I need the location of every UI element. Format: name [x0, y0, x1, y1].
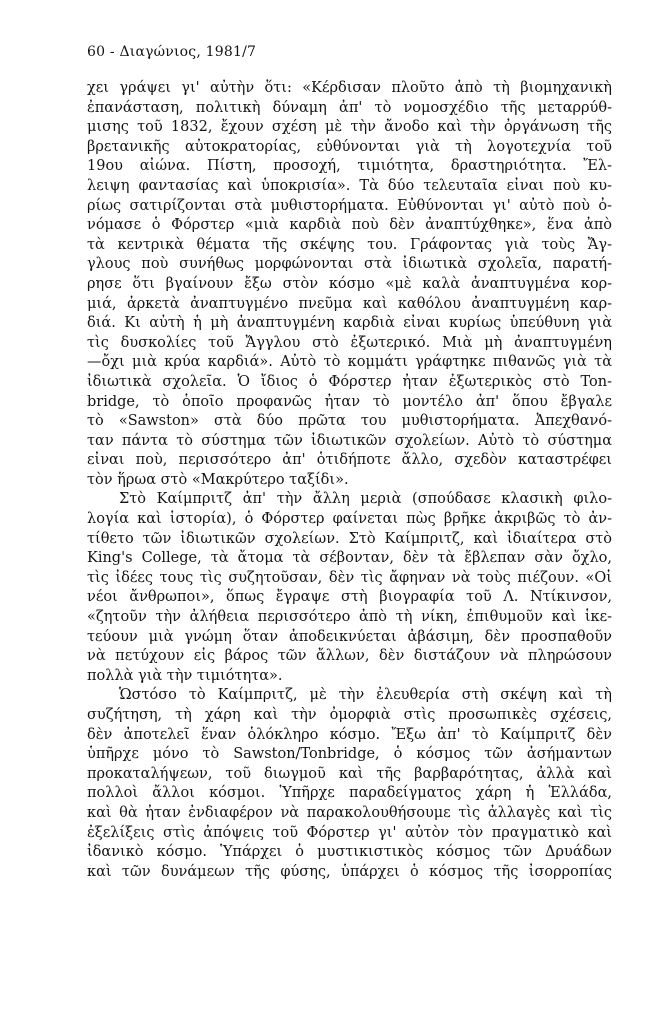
text-line: ρίως σατιρίζονται στὰ μυθιστορήματα. Εὐθύνονται γι' αὐτὸ ποὺ ὀ- — [87, 197, 612, 214]
text-line: τίθετο τῶν ἰδιωτικῶν σχολείων. Στὸ Καίμπριτζ, καὶ ἰδιαίτερα στὸ — [87, 530, 612, 547]
text-line: συζήτηση, τὴ χάρη καὶ τὴν ὀμορφιὰ στὶς προσωπικὲς σχέσεις, — [87, 707, 612, 723]
text-line: Στὸ Καίμπριτζ ἀπ' τὴν ἄλλη μεριὰ (σπούδασε κλασικὴ φιλο- — [119, 491, 612, 508]
text-line: «ζητοῦν τὴν ἀλήθεια περισσότερο ἀπὸ τὴ νίκη, ἐπιθυμοῦν καὶ ἱκε- — [87, 609, 612, 626]
text-line: bridge, τὸ ὁποῖο προφανῶς ἦταν τὸ μοντέλο ἀπ' ὅπου ἔβγαλε — [87, 393, 612, 410]
text-line: πολλὰ γιὰ τὴν τιμιότητα». — [87, 667, 283, 684]
text-line: ἐπανάσταση, πολιτικὴ δύναμη ἀπ' τὸ νομοσχέδιο τῆς μεταρρύθ- — [87, 99, 612, 116]
text-line: διά. Κι αὐτὴ ἡ μὴ ἀναπτυγμένη καρδιὰ εἶναι κυρίως ὑπεύθυνη γιὰ — [87, 315, 612, 332]
text-line: King's College, τὰ ἄτομα τὰ σέβονταν, δὲν τὰ ἔβλεπαν σὰν ὄχλο, — [87, 550, 612, 567]
text-line: λογία καὶ ἱστορία), ὁ Φόρστερ φαίνεται πὼς βρῆκε ἀκριβῶς τὸ ἀν- — [87, 511, 612, 528]
text-line: μιά, ἀρκετὰ ἀναπτυγμένο πνεῦμα καὶ καθόλου ἀναπτυγμένη καρ- — [87, 295, 612, 312]
text-line: τὶς δυσκολίες τοῦ Ἄγγλου στὸ ἐξωτερικό. Μιὰ μὴ ἀναπτυγμένη — [87, 334, 612, 351]
running-head: 60 - Διαγώνιος, 1981/7 — [87, 44, 257, 60]
text-line: χει γράψει γι' αὐτὴν ὅτι: «Κέρδισαν πλοῦτο ἀπὸ τὴ βιομηχανικὴ — [87, 80, 612, 96]
body-text — [87, 79, 612, 882]
text-line: τὸ «Sawston» στὰ δύο πρῶτα του μυθιστορήματα. Ἀπεχθανό- — [87, 413, 612, 430]
text-line: ὑπῆρχε μόνο τὸ Sawston/Tonbridge, ὁ κόσμος τῶν ἀσήμαντων — [87, 746, 612, 763]
text-line: 19ου αἰώνα. Πίστη, προσοχή, τιμιότητα, δραστηριότητα. Ἔλ- — [87, 158, 612, 175]
text-line: προκαταλήψεων, τοῦ διωγμοῦ καὶ τῆς βαρβαρότητας, ἀλλὰ καὶ — [87, 765, 612, 782]
text-line: τεύουν μιὰ γνώμη ὅταν ἀποδεικνύεται ἀβάσιμη, δὲν προσπαθοῦν — [87, 628, 612, 645]
text-line: καὶ θὰ ἦταν ἐνδιαφέρον νὰ παρακολουθήσουμε τὶς ἀλλαγὲς καὶ τὶς — [87, 804, 612, 821]
text-line: βρετανικῆς αὐτοκρατορίας, εὐθύνονται γιὰ τὴ λογοτεχνία τοῦ — [87, 138, 612, 155]
text-line: ἐξελίξεις στὶς ἀπόψεις τοῦ Φόρστερ γι' αὐτὸν τὸν πραγματικὸ καὶ — [87, 824, 612, 841]
text-line: λειψη φαντασίας καὶ ὑποκρισία». Τὰ δύο τελευταῖα εἶναι ποὺ κυ- — [87, 177, 612, 194]
text-line: ἰδανικὸ κόσμο. Ὑπάρχει ὁ μυστικιστικὸς κόσμος τῶν Δρυάδων — [87, 844, 612, 861]
text-line: εἶναι ποὺ, περισσότερο ἀπ' ὁτιδήποτε ἄλλο, σχεδὸν καταστρέφει — [87, 452, 612, 469]
text-line: νόμασε ὁ Φόρστερ «μιὰ καρδιὰ ποὺ δὲν ἀναπτύχθηκε», ἕνα ἀπὸ — [87, 217, 612, 234]
text-line: τὰ κεντρικὰ θέματα τῆς σκέψης του. Γράφοντας γιὰ τοὺς Ἄγ- — [87, 236, 612, 253]
text-line: νὰ πετύχουν εἰς βάρος τῶν ἄλλων, δὲν διστάζουν νὰ πληρώσουν — [87, 648, 612, 665]
text-line: πολλοὶ ἄλλοι κόσμοι. Ὑπῆρχε παραδείγματος χάρη ἡ Ἑλλάδα, — [87, 785, 612, 802]
text-line: τὶς ἰδέες τους τὶς συζητοῦσαν, δὲν τὶς ἄφηναν νὰ τοὺς πιέζουν. «Οἱ — [87, 569, 612, 586]
text-line: καὶ τῶν δυνάμεων τῆς φύσης, ὑπάρχει ὁ κόσμος τῆς ἰσορροπίας — [87, 863, 612, 880]
text-line: ρησε ὅτι βγαίνουν ἔξω στὸν κόσμο «μὲ καλὰ ἀναπτυγμένα κορ- — [87, 275, 612, 292]
text-line: γλους ποὺ συνήθως μορφώνονται στὰ ἰδιωτικὰ σχολεῖα, παρατή- — [87, 256, 612, 273]
text-line: —ὄχι μιὰ κρύα καρδιά». Αὐτὸ τὸ κομμάτι γράφτηκε πιθανῶς γιὰ τὰ — [87, 354, 612, 371]
text-line: μισης τοῦ 1832, ἔχουν σχέση μὲ τὴν ἄνοδο καὶ τὴν ὀργάνωση τῆς — [87, 119, 612, 136]
text-line: δὲν ἀποτελεῖ ἕναν ὁλόκληρο κόσμο. Ἔξω ἀπ' τὸ Καίμπριτζ δὲν — [87, 726, 612, 743]
text-line: νέοι ἄνθρωποι», ὅπως ἔγραψε στὴ βιογραφία τοῦ Λ. Ντίκινσον, — [87, 589, 612, 606]
text-line: τὸν ἥρωα στὸ «Μακρύτερο ταξίδι». — [87, 471, 349, 488]
text-line: ταν πάντα τὸ σύστημα τῶν ἰδιωτικῶν σχολείων. Αὐτὸ τὸ σύστημα — [87, 432, 612, 449]
text-line: ἰδιωτικὰ σχολεῖα. Ὁ ἴδιος ὁ Φόρστερ ἦταν ἐξωτερικὸς στὸ Ton- — [87, 373, 612, 390]
text-line: Ὡστόσο τὸ Καίμπριτζ, μὲ τὴν ἐλευθερία στὴ σκέψη καὶ τὴ — [119, 687, 612, 704]
